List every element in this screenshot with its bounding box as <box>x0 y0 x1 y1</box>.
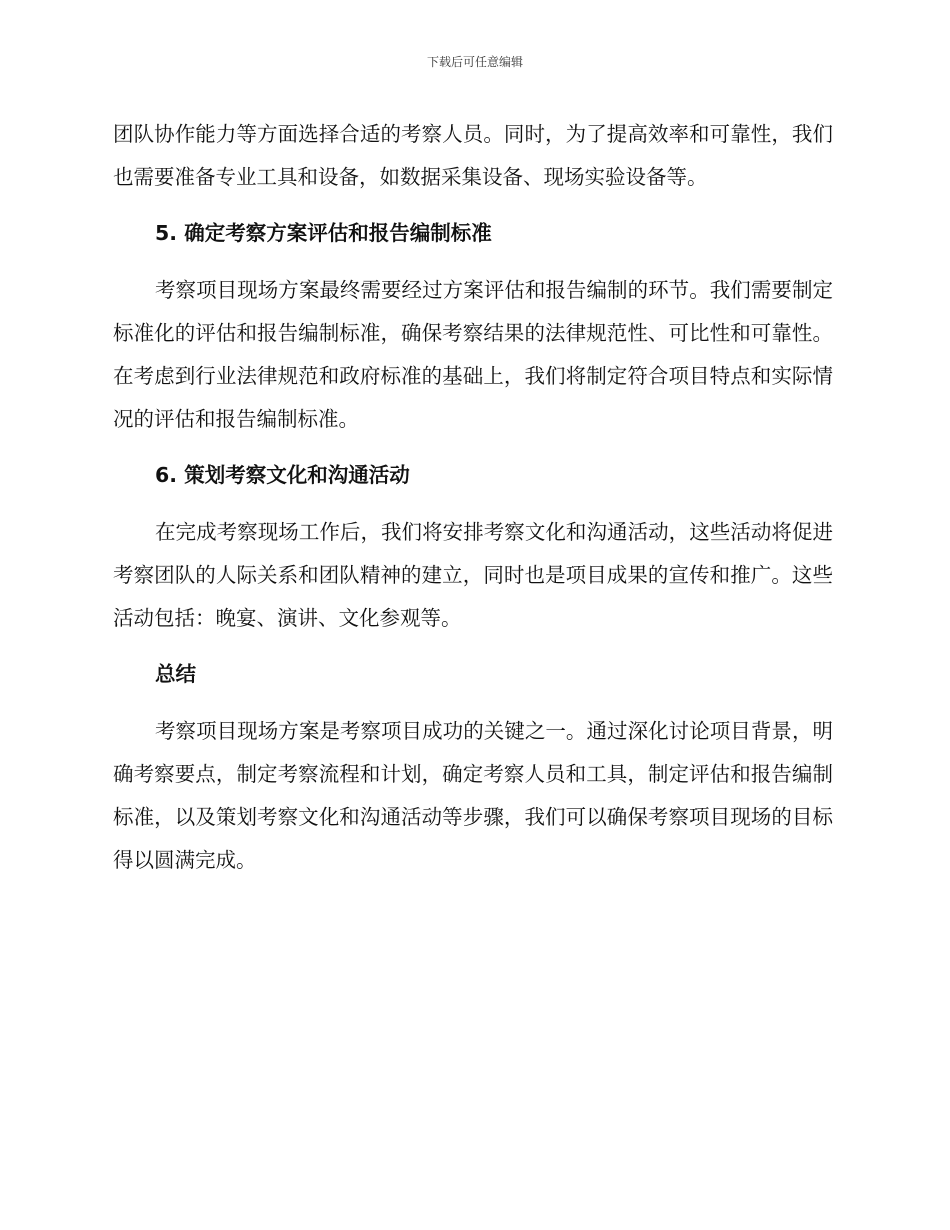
paragraph-continued: 团队协作能力等方面选择合适的考察人员。同时，为了提高效率和可靠性，我们也需要准备专业工具和设备，如数据采集设备、现场实验设备等。 <box>113 122 833 189</box>
paragraph-section-6: 在完成考察现场工作后，我们将安排考察文化和沟通活动，这些活动将促进考察团队的人际关系和团队精神的建立，同时也是项目成果的宣传和推广。这些活动包括：晚宴、演讲、文化参观等。 <box>113 520 833 630</box>
page-header-note: 下载后可任意编辑 <box>426 55 523 69</box>
section-heading-5: 5. 确定考察方案评估和报告编制标准 <box>155 221 492 245</box>
document-body <box>113 113 833 882</box>
paragraph-section-5: 考察项目现场方案最终需要经过方案评估和报告编制的环节。我们需要制定标准化的评估和报告编制标准，确保考察结果的法律规范性、可比性和可靠性。在考虑到行业法律规范和政府标准的基础上，我们将制定符合项目特点和实际情况的评估和报告编制标准。 <box>113 278 833 431</box>
section-heading-summary: 总结 <box>155 662 196 686</box>
paragraph-summary: 考察项目现场方案是考察项目成功的关键之一。通过深化讨论项目背景，明确考察要点，制定考察流程和计划，确定考察人员和工具，制定评估和报告编制标准，以及策划考察文化和沟通活动等步骤，我们可以确保考察项目现场的目标得以圆满完成。 <box>113 719 833 872</box>
section-heading-6: 6. 策划考察文化和沟通活动 <box>155 463 410 487</box>
